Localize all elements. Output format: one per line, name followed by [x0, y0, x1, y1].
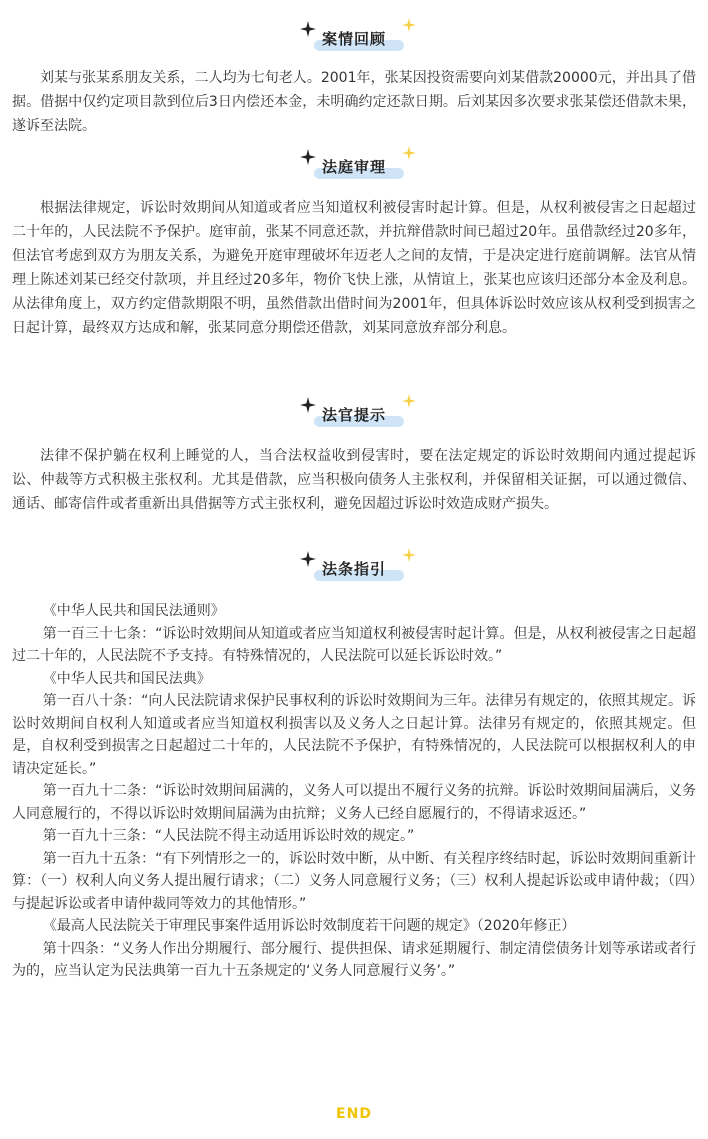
section-title: 法官提示 — [321, 405, 386, 424]
sparkle-dark-icon — [300, 21, 316, 37]
section-heading-judge-tips — [0, 394, 708, 434]
section-title: 法条指引 — [321, 559, 386, 578]
sparkle-dark-icon — [300, 551, 316, 567]
sparkle-yellow-icon — [402, 548, 416, 562]
sparkle-yellow-icon — [402, 146, 416, 160]
law-article-193: 第一百九十三条：“人民法院不得主动适用诉讼时效的规定。” — [42, 828, 415, 844]
law-article-180: 第一百八十条：“向人民法院请求保护民事权利的诉讼时效期间为三年。法律另有规定的，依照其规定。诉讼时效期间自权利人知道或者应当知道权利损害以及义务人之日起计算。法律另有规定的，依照其规定。但是，自权利受到损害之日起超过二十年的，人民法院不予保护，有特殊情况的，人民法院可以根据权利人的申请决定延长。” — [12, 693, 696, 777]
law-article-195: 第一百九十五条：“有下列情形之一的，诉讼时效中断，从中断、有关程序终结时起，诉讼时效期间重新计算：（一）权利人向义务人提出履行请求；（二）义务人同意履行义务；（三）权利人提起诉讼或申请仲裁；（四）与提起诉讼或者申请仲裁同等效力的其他情形。” — [12, 850, 696, 912]
judge-tips-paragraph: 法律不保护躺在权利上睡觉的人，当合法权益收到侵害时，要在法定规定的诉讼时效期间内通过提起诉讼、仲裁等方式积极主张权利。尤其是借款，应当积极向债务人主张权利，并保留相关证据，可以通过微信、通话、邮寄信件或者重新出具借据等方式主张权利，避免因超过诉讼时效造成财产损失。 — [12, 448, 696, 512]
end-marker: END — [336, 1106, 372, 1122]
sparkle-dark-icon — [300, 149, 316, 165]
sparkle-yellow-icon — [402, 18, 416, 32]
case-review-paragraph: 刘某与张某系朋友关系，二人均为七旬老人。2001年，张某因投资需要向刘某借款20000元，并出具了借据。借据中仅约定项目款到位后3日内偿还本金，未明确约定还款日期。后刘某因多次要求张某偿还借款未果，遂诉至法院。 — [12, 70, 696, 134]
law-article-137: 第一百三十七条：“诉讼时效期间从知道或者应当知道权利被侵害时起计算。但是，从权利被侵害之日起超过二十年的，人民法院不予支持。有特殊情况的，人民法院可以延长诉讼时效。” — [12, 625, 696, 664]
court-trial-paragraph: 根据法律规定，诉讼时效期间从知道或者应当知道权利被侵害时起计算。但是，从权利被侵害之日起超过二十年的，人民法院不予保护。庭审前，张某不同意还款，并抗辩借款时间已超过20年。虽借款经过20多年，但法官考虑到双方为朋友关系，为避免开庭审理破坏年迈老人之间的友情，于是决定进行庭前调解。法官从情理上陈述刘某已经交付款项，并且经过20多年，物价飞快上涨，从情谊上，张某也应该归还部分本金及利息。从法律角度上，双方约定借款期限不明，虽然借款出借时间为2001年，但具体诉讼时效应该从权利受到损害之日起计算，最终双方达成和解，张某同意分期偿还借款，刘某同意放弃部分利息。 — [12, 200, 696, 336]
section-heading-case-review — [0, 18, 708, 58]
law-title-general-principles: 《中华人民共和国民法通则》 — [42, 603, 225, 619]
sparkle-yellow-icon — [402, 394, 416, 408]
legal-provisions-list — [12, 600, 696, 983]
law-article-14: 第十四条：“义务人作出分期履行、部分履行、提供担保、请求延期履行、制定清偿债务计划等承诺或者行为的，应当认定为民法典第一百九十五条规定的‘义务人同意履行义务’。” — [12, 940, 696, 979]
section-title: 案情回顾 — [321, 29, 386, 48]
section-title: 法庭审理 — [321, 157, 386, 176]
section-heading-court-trial — [0, 146, 708, 186]
law-title-supreme-court-provisions: 《最高人民法院关于审理民事案件适用诉讼时效制度若干问题的规定》（2020年修正） — [42, 918, 576, 934]
section-heading-legal-provisions — [0, 548, 708, 588]
sparkle-dark-icon — [300, 397, 316, 413]
law-article-192: 第一百九十二条：“诉讼时效期间届满的，义务人可以提出不履行义务的抗辩。诉讼时效期间届满后，义务人同意履行的，不得以诉讼时效期间届满为由抗辩；义务人已经自愿履行的，不得请求返还。” — [12, 783, 696, 822]
law-title-civil-code: 《中华人民共和国民法典》 — [42, 670, 211, 687]
